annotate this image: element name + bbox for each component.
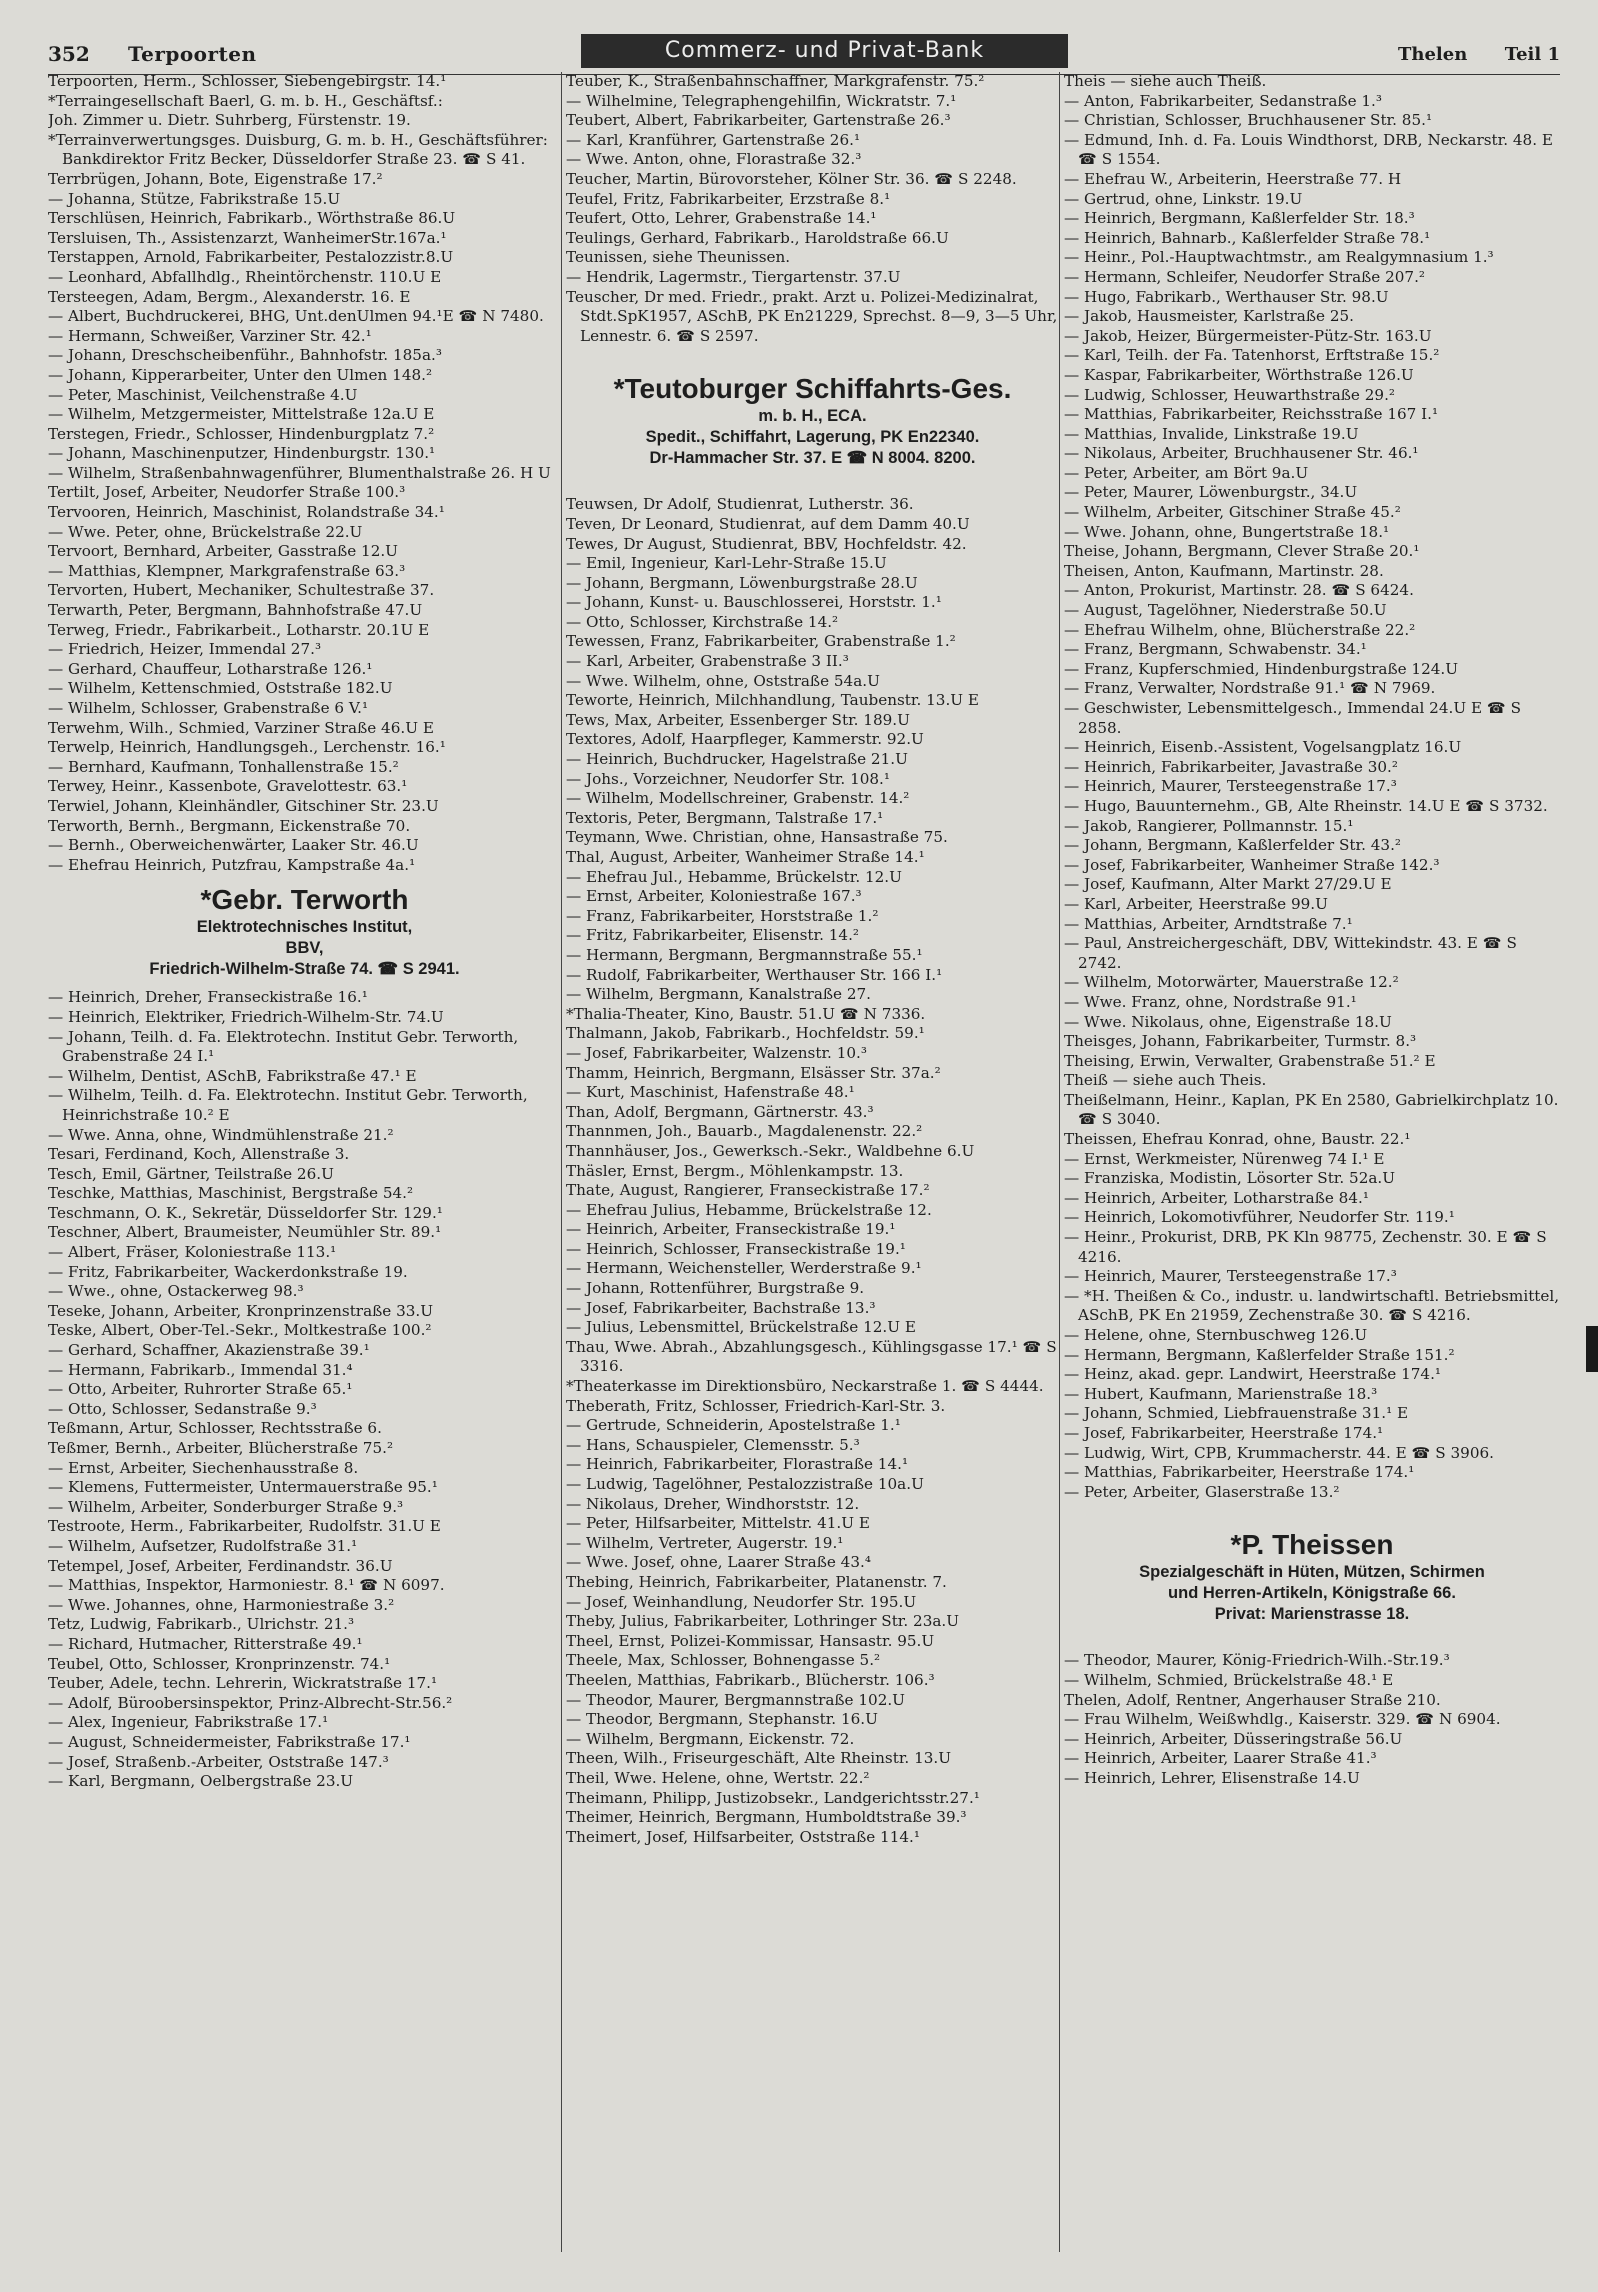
- ad-title: *Gebr. Terworth: [200, 884, 409, 916]
- directory-entry: — Adolf, Büroobersinspektor, Prinz-Albrecht-Str.56.²: [48, 1693, 453, 1712]
- directory-entry: Thau, Wwe. Abrah., Abzahlungsgesch., Kühlingsgasse 17.¹ ☎ S 3316.: [566, 1337, 1057, 1376]
- directory-entry: — Heinrich, Elektriker, Friedrich-Wilhelm-Str. 74.U: [48, 1007, 444, 1026]
- directory-entry: — Hubert, Kaufmann, Marienstraße 18.³: [1064, 1384, 1378, 1403]
- directory-entry: — Hermann, Weichensteller, Werderstraße 9.¹: [566, 1259, 922, 1278]
- directory-entry: — Josef, Fabrikarbeiter, Heerstraße 174.¹: [1064, 1423, 1384, 1442]
- directory-entry: — Rudolf, Fabrikarbeiter, Werthauser Str. 166 I.¹: [566, 965, 943, 984]
- directory-entry: — Albert, Fräser, Koloniestraße 113.¹: [48, 1243, 337, 1262]
- directory-entry: — Jakob, Rangierer, Pollmannstr. 15.¹: [1064, 816, 1354, 835]
- directory-entry: Terstegen, Friedr., Schlosser, Hindenburgplatz 7.²: [48, 424, 435, 443]
- directory-entry: Tervorten, Hubert, Mechaniker, Schultestraße 37.: [48, 581, 435, 600]
- directory-entry: — Ehefrau Heinrich, Putzfrau, Kampstraße 4a.¹: [48, 855, 416, 874]
- directory-entry: Tetz, Ludwig, Fabrikarb., Ulrichstr. 21.³: [48, 1615, 355, 1634]
- directory-entry: — Wilhelm, Straßenbahnwagenführer, Blumenthalstraße 26. H U: [48, 463, 551, 482]
- running-head: Terpoorten: [128, 42, 257, 66]
- directory-entry: — Karl, Arbeiter, Heerstraße 99.U: [1064, 894, 1328, 913]
- directory-entry: Terweg, Friedr., Fabrikarbeit., Lotharstr. 20.1U E: [48, 620, 430, 639]
- directory-entry: Theis — siehe auch Theiß.: [1064, 72, 1267, 90]
- directory-entry: Theissen, Ehefrau Konrad, ohne, Baustr. 22.¹: [1064, 1130, 1411, 1149]
- directory-entry: — Theodor, Maurer, Bergmannstraße 102.U: [566, 1690, 905, 1709]
- directory-entry: — Wilhelm, Modellschreiner, Grabenstr. 14.²: [566, 789, 910, 808]
- directory-entry: Thannhäuser, Jos., Gewerksch.-Sekr., Waldbehne 6.U: [566, 1141, 975, 1160]
- directory-entry: Teulings, Gerhard, Fabrikarb., Haroldstraße 66.U: [566, 228, 949, 247]
- directory-entry: Tervoort, Bernhard, Arbeiter, Gasstraße 12.U: [48, 542, 398, 561]
- advertisement-box: [566, 364, 1059, 477]
- directory-entry: — Karl, Teilh. der Fa. Tatenhorst, Erftstraße 15.²: [1064, 346, 1440, 365]
- directory-entry: Tews, Max, Arbeiter, Essenberger Str. 189.U: [566, 710, 910, 729]
- directory-entry: Joh. Zimmer u. Dietr. Suhrberg, Fürstenstr. 19.: [48, 111, 411, 130]
- ad-title: *P. Theissen: [1230, 1529, 1394, 1561]
- directory-entry: — Wilhelm, Vertreter, Augerstr. 19.¹: [566, 1533, 844, 1552]
- directory-entry: — Peter, Arbeiter, am Bört 9a.U: [1064, 463, 1309, 482]
- directory-entry: — Matthias, Fabrikarbeiter, Heerstraße 174.¹: [1064, 1463, 1415, 1482]
- directory-entry: Thalmann, Jakob, Fabrikarb., Hochfeldstr. 59.¹: [566, 1024, 925, 1043]
- directory-entry: — Peter, Hilfsarbeiter, Mittelstr. 41.U E: [566, 1514, 870, 1533]
- ad-line: Privat: Marienstrasse 18.: [1214, 1605, 1410, 1624]
- directory-entry: Tervooren, Heinrich, Maschinist, Rolandstraße 34.¹: [48, 503, 445, 522]
- directory-entry: Teske, Albert, Ober-Tel.-Sekr., Moltkestraße 100.²: [48, 1321, 432, 1340]
- directory-entry: — Wilhelm, Bergmann, Eickenstr. 72.: [566, 1729, 855, 1748]
- directory-entry: — August, Tagelöhner, Niederstraße 50.U: [1064, 601, 1387, 620]
- directory-entry: — Wwe., ohne, Ostackerweg 98.³: [48, 1282, 304, 1301]
- directory-entry: — Heinrich, Fabrikarbeiter, Florastraße 14.¹: [566, 1455, 909, 1474]
- directory-entry: — Heinrich, Lehrer, Elisenstraße 14.U: [1064, 1768, 1360, 1787]
- directory-entry: — Hugo, Fabrikarb., Werthauser Str. 98.U: [1064, 287, 1389, 306]
- directory-entry: — Hendrik, Lagermstr., Tiergartenstr. 37.U: [566, 267, 901, 286]
- directory-entry: *Theaterkasse im Direktionsbüro, Neckarstraße 1. ☎ S 4444.: [566, 1377, 1044, 1396]
- ad-line: Elektrotechnisches Institut,: [196, 918, 413, 937]
- directory-entry: — Bernhard, Kaufmann, Tonhallenstraße 15.²: [48, 757, 399, 776]
- directory-entry: — Josef, Fabrikarbeiter, Walzenstr. 10.³: [566, 1043, 867, 1062]
- directory-entry: — Helene, ohne, Sternbuschweg 126.U: [1064, 1326, 1368, 1344]
- page-number: 352: [48, 42, 90, 66]
- directory-entry: Than, Adolf, Bergmann, Gärtnerstr. 43.³: [566, 1102, 874, 1121]
- directory-entry: — Wwe. Wilhelm, ohne, Oststraße 54a.U: [566, 671, 880, 690]
- directory-entry: — Franziska, Modistin, Lösorter Str. 52a.U: [1064, 1169, 1396, 1188]
- directory-entry: — Edmund, Inh. d. Fa. Louis Windthorst, DRB, Neckarstr. 48. E ☎ S 1554.: [1064, 130, 1553, 169]
- directory-entry: Theele, Max, Schlosser, Bohnengasse 5.²: [566, 1651, 881, 1670]
- directory-entry: Teuber, K., Straßenbahnschaffner, Markgrafenstr. 75.²: [566, 72, 985, 90]
- directory-entry: — Gerhard, Schaffner, Akazienstraße 39.¹: [48, 1341, 370, 1360]
- directory-entry: Teschner, Albert, Braumeister, Neumühler Str. 89.¹: [48, 1223, 442, 1242]
- directory-entry: — Hermann, Schweißer, Varziner Str. 42.¹: [48, 326, 372, 345]
- directory-entry: — Matthias, Invalide, Linkstraße 19.U: [1064, 424, 1359, 443]
- directory-entry: — *H. Theißen & Co., industr. u. landwirtschaftl. Betriebsmittel, ASchB, PK En 21959, Zechenstraße 30. ☎ S 4216.: [1064, 1286, 1560, 1325]
- ad-line: m. b. H., ECA.: [758, 407, 867, 426]
- directory-entry: Teßmer, Bernh., Arbeiter, Blücherstraße 75.²: [48, 1439, 394, 1457]
- directory-entry: — Heinz, akad. gepr. Landwirt, Heerstraße 174.¹: [1064, 1365, 1441, 1384]
- directory-entry: Thamm, Heinrich, Bergmann, Elsässer Str. 37a.²: [566, 1063, 941, 1082]
- directory-entry: — Johann, Kunst- u. Bauschlosserei, Horststr. 1.¹: [566, 593, 942, 612]
- directory-entry: — Peter, Arbeiter, Glaserstraße 13.²: [1064, 1482, 1340, 1501]
- directory-entry: Thebing, Heinrich, Fabrikarbeiter, Platanenstr. 7.: [566, 1572, 947, 1591]
- directory-entry: Theising, Erwin, Verwalter, Grabenstraße 51.² E: [1064, 1051, 1436, 1070]
- advertisement-box: [48, 875, 561, 988]
- directory-entry: — Heinrich, Eisenb.-Assistent, Vogelsangplatz 16.U: [1064, 738, 1462, 757]
- directory-entry: Tesch, Emil, Gärtner, Teilstraße 26.U: [48, 1164, 334, 1183]
- directory-entry: Theise, Johann, Bergmann, Clever Straße 20.¹: [1064, 542, 1420, 561]
- directory-entry: — Heinrich, Arbeiter, Lotharstraße 84.¹: [1064, 1188, 1369, 1207]
- directory-entry: Thannmen, Joh., Bauarb., Magdalenenstr. 22.²: [566, 1122, 923, 1141]
- directory-entry: Teuber, Adele, techn. Lehrerin, Wickratstraße 17.¹: [48, 1674, 438, 1693]
- directory-entry: — Josef, Weinhandlung, Neudorfer Str. 195.U: [566, 1592, 917, 1611]
- directory-entry: — Gertrud, ohne, Linkstr. 19.U: [1064, 189, 1303, 208]
- spacer: [566, 477, 1059, 495]
- directory-entry: — Ludwig, Wirt, CPB, Krummacherstr. 44. E ☎ S 3906.: [1064, 1443, 1494, 1462]
- directory-entry: Tesari, Ferdinand, Koch, Allenstraße 3.: [48, 1145, 350, 1164]
- directory-entry: — Ernst, Arbeiter, Koloniestraße 167.³: [566, 887, 862, 906]
- directory-entry: Teßmann, Artur, Schlosser, Rechtsstraße 6.: [48, 1419, 382, 1438]
- directory-entry: Terpoorten, Herm., Schlosser, Siebengebirgstr. 14.¹: [48, 72, 447, 90]
- column-3: [1064, 72, 1560, 2252]
- directory-entry: — Gerhard, Chauffeur, Lotharstraße 126.¹: [48, 659, 373, 678]
- directory-entry: Teseke, Johann, Arbeiter, Kronprinzenstraße 33.U: [48, 1301, 434, 1320]
- directory-entry: — Wwe. Johannes, ohne, Harmoniestraße 3.²: [48, 1595, 395, 1614]
- spacer: [1064, 1633, 1560, 1651]
- directory-entry: — Fritz, Fabrikarbeiter, Wackerdonkstraße 19.: [48, 1262, 408, 1281]
- directory-entry: — Leonhard, Abfallhdlg., Rheintörchenstr. 110.U E: [48, 267, 442, 286]
- directory-entry: — Johann, Kipperarbeiter, Unter den Ulmen 148.²: [48, 365, 433, 384]
- directory-entry: Thal, August, Arbeiter, Wanheimer Straße 14.¹: [566, 848, 925, 866]
- directory-entry: — Wilhelm, Arbeiter, Sonderburger Straße 9.³: [48, 1497, 404, 1516]
- directory-entry: — Karl, Kranführer, Gartenstraße 26.¹: [566, 130, 861, 149]
- directory-entry: — Albert, Buchdruckerei, BHG, Unt.denUlmen 94.¹E ☎ N 7480.: [48, 307, 544, 326]
- range-end: Thelen: [1398, 44, 1468, 65]
- directory-entry: Terwiel, Johann, Kleinhändler, Gitschiner Str. 23.U: [48, 796, 439, 815]
- directory-entry: — Nikolaus, Dreher, Windhorststr. 12.: [566, 1494, 860, 1513]
- directory-entry: — Julius, Lebensmittel, Brückelstraße 12.U E: [566, 1318, 916, 1337]
- directory-entry: Terrbrügen, Johann, Bote, Eigenstraße 17.²: [48, 169, 383, 188]
- directory-entry: Theelen, Matthias, Fabrikarb., Blücherstr. 106.³: [566, 1670, 935, 1689]
- directory-entry: Teunissen, siehe Theunissen.: [566, 248, 791, 267]
- directory-entry: Thäsler, Ernst, Bergm., Möhlenkampstr. 13.: [566, 1161, 904, 1180]
- directory-entry: — August, Schneidermeister, Fabrikstraße 17.¹: [48, 1732, 411, 1751]
- directory-entry: — Ehefrau W., Arbeiterin, Heerstraße 77. H: [1064, 169, 1402, 188]
- directory-entry: — Otto, Schlosser, Kirchstraße 14.²: [566, 612, 839, 631]
- directory-entry: — Wwe. Josef, ohne, Laarer Straße 43.⁴: [566, 1553, 871, 1572]
- column-2: [566, 72, 1060, 2252]
- ad-line: und Herren-Artikeln, Königstraße 66.: [1168, 1584, 1456, 1603]
- directory-entry: Teuscher, Dr med. Friedr., prakt. Arzt u. Polizei-Medizinalrat, Stdt.SpK1957, ASchB, PK En21229, Sprechst. 8—9, 3—5 Uhr, Lennestr. 6. ☎ S 2597.: [566, 287, 1058, 345]
- directory-entry: — Heinrich, Bergmann, Kaßlerfelder Str. 18.³: [1064, 209, 1415, 228]
- directory-entry: Teufel, Fritz, Fabrikarbeiter, Erzstraße 8.¹: [566, 189, 891, 208]
- edge-tab-marker: [1586, 1326, 1598, 1372]
- directory-entry: Tersteegen, Adam, Bergm., Alexanderstr. 16. E: [48, 287, 411, 306]
- directory-entry: — Heinrich, Arbeiter, Franseckistraße 19.¹: [566, 1220, 896, 1239]
- directory-entry: — Ehefrau Jul., Hebamme, Brückelstr. 12.U: [566, 867, 902, 886]
- part-label: Teil 1: [1504, 44, 1560, 65]
- directory-entry: — Heinrich, Bahnarb., Kaßlerfelder Straße 78.¹: [1064, 228, 1431, 247]
- directory-entry: — Heinr., Prokurist, DRB, PK Kln 98775, Zechenstr. 30. E ☎ S 4216.: [1064, 1228, 1547, 1266]
- directory-entry: — Wwe. Anna, ohne, Windmühlenstraße 21.²: [48, 1125, 394, 1144]
- directory-entry: — Ehefrau Julius, Hebamme, Brückelstraße 12.: [566, 1200, 932, 1219]
- directory-entry: — Josef, Fabrikarbeiter, Wanheimer Straße 142.³: [1064, 855, 1440, 874]
- directory-entry: — Peter, Maschinist, Veilchenstraße 4.U: [48, 385, 358, 404]
- ad-line: Dr-Hammacher Str. 37. E ☎ N 8004. 8200.: [649, 449, 976, 468]
- directory-entry: — Johs., Vorzeichner, Neudorfer Str. 108.¹: [566, 769, 890, 788]
- directory-entry: — Bernh., Oberweichenwärter, Laaker Str. 46.U: [48, 836, 419, 855]
- directory-entry: — Johanna, Stütze, Fabrikstraße 15.U: [48, 189, 341, 208]
- directory-entry: — Wwe. Anton, ohne, Florastraße 32.³: [566, 150, 862, 169]
- directory-entry: Tetempel, Josef, Arbeiter, Ferdinandstr. 36.U: [48, 1556, 393, 1575]
- directory-entry: Terwelp, Heinrich, Handlungsgeh., Lerchenstr. 16.¹: [48, 738, 446, 757]
- directory-entry: — Kurt, Maschinist, Hafenstraße 48.¹: [566, 1083, 855, 1102]
- directory-entry: — Kaspar, Fabrikarbeiter, Wörthstraße 126.U: [1064, 365, 1414, 384]
- directory-entry: — Johann, Dreschscheibenführ., Bahnhofstr. 185a.³: [48, 346, 442, 365]
- directory-entry: — Wwe. Nikolaus, ohne, Eigenstraße 18.U: [1064, 1012, 1392, 1031]
- directory-entry: — Paul, Anstreichergeschäft, DBV, Wittekindstr. 43. E ☎ S 2742.: [1064, 934, 1517, 972]
- directory-entry: — Ludwig, Tagelöhner, Pestalozzistraße 10a.U: [566, 1475, 924, 1493]
- directory-entry: — Franz, Fabrikarbeiter, Horststraße 1.²: [566, 906, 879, 925]
- directory-entry: Teymann, Wwe. Christian, ohne, Hansastraße 75.: [566, 828, 948, 847]
- directory-entry: Theisges, Johann, Fabrikarbeiter, Turmstr. 8.³: [1064, 1032, 1417, 1051]
- directory-entry: Theimer, Heinrich, Bergmann, Humboldtstraße 39.³: [566, 1808, 967, 1827]
- directory-entry: Textores, Adolf, Haarpfleger, Kammerstr. 92.U: [566, 730, 924, 749]
- ad-line: Friedrich-Wilhelm-Straße 74. ☎ S 2941.: [149, 960, 460, 979]
- directory-entry: Teubel, Otto, Schlosser, Kronprinzenstr. 74.¹: [48, 1654, 391, 1673]
- directory-entry: — Matthias, Arbeiter, Arndtstraße 7.¹: [1064, 914, 1353, 933]
- page-header: [48, 38, 1560, 75]
- directory-entry: — Wwe. Franz, ohne, Nordstraße 91.¹: [1064, 992, 1357, 1011]
- directory-entry: Terworth, Bernh., Bergmann, Eickenstraße 70.: [48, 816, 411, 835]
- directory-entry: Theiß — siehe auch Theis.: [1064, 1071, 1267, 1090]
- directory-entry: — Heinrich, Maurer, Tersteegenstraße 17.³: [1064, 777, 1397, 796]
- spacer: [1064, 1502, 1560, 1520]
- directory-entry: Theimert, Josef, Hilfsarbeiter, Oststraße 114.¹: [566, 1827, 920, 1846]
- directory-entry: — Heinrich, Arbeiter, Düsseringstraße 56.U: [1064, 1729, 1403, 1748]
- directory-entry: Terwehm, Wilh., Schmied, Varziner Straße 46.U E: [48, 718, 434, 737]
- directory-entry: Theisen, Anton, Kaufmann, Martinstr. 28.: [1064, 561, 1384, 580]
- directory-entry: — Johann, Teilh. d. Fa. Elektrotechn. Institut Gebr. Terworth, Grabenstraße 24 I.¹: [48, 1027, 519, 1066]
- directory-entry: Testroote, Herm., Fabrikarbeiter, Rudolfstr. 31.U E: [48, 1517, 441, 1536]
- directory-entry: — Klemens, Futtermeister, Untermauerstraße 95.¹: [48, 1478, 438, 1497]
- directory-entry: — Wilhelm, Bergmann, Kanalstraße 27.: [566, 985, 871, 1004]
- directory-entry: Teuwsen, Dr Adolf, Studienrat, Lutherstr. 36.: [566, 495, 914, 514]
- directory-entry: — Heinrich, Schlosser, Franseckistraße 19.¹: [566, 1239, 906, 1258]
- directory-entry: — Heinr., Pol.-Hauptwachtmstr., am Realgymnasium 1.³: [1064, 248, 1494, 267]
- directory-entry: Theimann, Philipp, Justizobsekr., Landgerichtsstr.27.¹: [566, 1788, 980, 1807]
- directory-entry: — Otto, Schlosser, Sedanstraße 9.³: [48, 1399, 317, 1418]
- spacer: [566, 346, 1059, 364]
- directory-entry: — Friedrich, Heizer, Immendal 27.³: [48, 640, 322, 659]
- directory-entry: — Wwe. Johann, ohne, Bungertstraße 18.¹: [1064, 522, 1390, 541]
- directory-entry: — Nikolaus, Arbeiter, Bruchhausener Str. 46.¹: [1064, 444, 1419, 463]
- directory-entry: — Hermann, Bergmann, Kaßlerfelder Straße 151.²: [1064, 1345, 1455, 1364]
- directory-entry: — Josef, Kaufmann, Alter Markt 27/29.U E: [1064, 875, 1392, 894]
- directory-entry: — Heinrich, Maurer, Tersteegenstraße 17.³: [1064, 1267, 1397, 1286]
- directory-entry: — Wwe. Peter, ohne, Brückelstraße 22.U: [48, 522, 363, 541]
- ad-title: *Teutoburger Schiffahrts-Ges.: [613, 373, 1012, 405]
- directory-entry: Tertilt, Josef, Arbeiter, Neudorfer Straße 100.³: [48, 483, 406, 502]
- directory-entry: — Ludwig, Schlosser, Heuwarthstraße 29.²: [1064, 385, 1395, 404]
- directory-entry: *Terraingesellschaft Baerl, G. m. b. H., Geschäftsf.:: [48, 91, 443, 110]
- directory-entry: — Wilhelm, Motorwärter, Mauerstraße 12.²: [1064, 973, 1399, 992]
- directory-entry: — Richard, Hutmacher, Ritterstraße 49.¹: [48, 1634, 363, 1653]
- directory-entry: Terschlüsen, Heinrich, Fabrikarb., Wörthstraße 86.U: [48, 209, 456, 228]
- directory-entry: — Karl, Bergmann, Oelbergstraße 23.U: [48, 1772, 354, 1791]
- directory-entry: — Otto, Arbeiter, Ruhrorter Straße 65.¹: [48, 1380, 353, 1399]
- directory-entry: — Matthias, Inspektor, Harmoniestr. 8.¹ ☎ N 6097.: [48, 1576, 445, 1595]
- directory-entry: — Heinrich, Lokomotivführer, Neudorfer Str. 119.¹: [1064, 1208, 1455, 1227]
- ad-line: Spezialgeschäft in Hüten, Mützen, Schirmen: [1139, 1563, 1485, 1582]
- directory-entry: Tewessen, Franz, Fabrikarbeiter, Grabenstraße 1.²: [566, 632, 956, 651]
- directory-entry: Thate, August, Rangierer, Franseckistraße 17.²: [566, 1181, 930, 1200]
- directory-entry: — Matthias, Klempner, Markgrafenstraße 63.³: [48, 561, 406, 580]
- directory-entry: Teworte, Heinrich, Milchhandlung, Taubenstr. 13.U E: [566, 691, 979, 710]
- directory-entry: — Theodor, Bergmann, Stephanstr. 16.U: [566, 1710, 878, 1729]
- directory-entry: Theel, Ernst, Polizei-Kommissar, Hansastr. 95.U: [566, 1631, 935, 1650]
- directory-entry: — Wilhelmine, Telegraphengehilfin, Wickratstr. 7.¹: [566, 91, 957, 110]
- directory-entry: — Hermann, Bergmann, Bergmannstraße 55.¹: [566, 945, 923, 964]
- directory-entry: — Anton, Prokurist, Martinstr. 28. ☎ S 6424.: [1064, 581, 1414, 600]
- directory-entry: — Heinrich, Dreher, Franseckistraße 16.¹: [48, 988, 368, 1007]
- directory-entry: Thelen, Adolf, Rentner, Angerhauser Straße 210.: [1064, 1690, 1441, 1709]
- directory-entry: — Fritz, Fabrikarbeiter, Elisenstr. 14.²: [566, 926, 860, 945]
- directory-entry: — Emil, Ingenieur, Karl-Lehr-Straße 15.U: [566, 554, 887, 573]
- directory-entry: Teven, Dr Leonard, Studienrat, auf dem Damm 40.U: [566, 514, 970, 533]
- directory-entry: — Wilhelm, Aufsetzer, Rudolfstraße 31.¹: [48, 1536, 358, 1555]
- directory-entry: — Theodor, Maurer, König-Friedrich-Wilh.-Str.19.³: [1064, 1651, 1450, 1670]
- directory-entry: — Hermann, Schleifer, Neudorfer Straße 207.²: [1064, 267, 1425, 286]
- directory-entry: — Wilhelm, Schlosser, Grabenstraße 6 V.¹: [48, 699, 369, 717]
- ad-line: Spedit., Schiffahrt, Lagerung, PK En22340.: [645, 428, 980, 447]
- directory-entry: — Karl, Arbeiter, Grabenstraße 3 II.³: [566, 652, 849, 671]
- directory-entry: — Hermann, Fabrikarb., Immendal 31.⁴: [48, 1360, 353, 1379]
- directory-entry: Terstappen, Arnold, Fabrikarbeiter, Pestalozzistr.8.U: [48, 248, 454, 267]
- directory-entry: — Christian, Schlosser, Bruchhausener Str. 85.¹: [1064, 111, 1433, 130]
- directory-entry: — Jakob, Hausmeister, Karlstraße 25.: [1064, 307, 1354, 326]
- directory-entry: — Ernst, Arbeiter, Siechenhausstraße 8.: [48, 1458, 359, 1477]
- directory-entry: — Geschwister, Lebensmittelgesch., Immendal 24.U E ☎ S 2858.: [1064, 699, 1522, 737]
- directory-entry: — Matthias, Fabrikarbeiter, Reichsstraße 167 I.¹: [1064, 405, 1439, 424]
- directory-entry: — Josef, Fabrikarbeiter, Bachstraße 13.³: [566, 1298, 876, 1317]
- directory-entry: — Wilhelm, Dentist, ASchB, Fabrikstraße 47.¹ E: [48, 1066, 417, 1085]
- directory-entry: — Wilhelm, Schmied, Brückelstraße 48.¹ E: [1064, 1670, 1394, 1689]
- directory-entry: — Peter, Maurer, Löwenburgstr., 34.U: [1064, 483, 1358, 502]
- directory-entry: Textoris, Peter, Bergmann, Talstraße 17.¹: [566, 808, 884, 827]
- directory-entry: — Johann, Rottenführer, Burgstraße 9.: [566, 1279, 865, 1298]
- directory-entry: Tersluisen, Th., Assistenzarzt, WanheimerStr.167a.¹: [48, 228, 447, 247]
- directory-entry: Teschmann, O. K., Sekretär, Düsseldorfer Str. 129.¹: [48, 1203, 443, 1222]
- directory-entry: — Johann, Bergmann, Löwenburgstraße 28.U: [566, 573, 918, 592]
- directory-entry: — Franz, Kupferschmied, Hindenburgstraße 124.U: [1064, 659, 1459, 678]
- directory-entry: — Wilhelm, Metzgermeister, Mittelstraße 12a.U E: [48, 405, 435, 424]
- ad-line: BBV,: [285, 939, 324, 958]
- directory-entry: Teucher, Martin, Bürovorsteher, Kölner Str. 36. ☎ S 2248.: [566, 169, 1017, 188]
- directory-entry: — Anton, Fabrikarbeiter, Sedanstraße 1.³: [1064, 91, 1382, 110]
- directory-entry: — Hugo, Bauunternehm., GB, Alte Rheinstr. 14.U E ☎ S 3732.: [1064, 796, 1548, 815]
- directory-entry: Theen, Wilh., Friseurgeschäft, Alte Rheinstr. 13.U: [566, 1749, 952, 1768]
- directory-entry: — Ehefrau Wilhelm, ohne, Blücherstraße 22.²: [1064, 620, 1416, 639]
- directory-entry: — Alex, Ingenieur, Fabrikstraße 17.¹: [48, 1713, 329, 1732]
- directory-entry: Theil, Wwe. Helene, ohne, Wertstr. 22.²: [566, 1768, 870, 1787]
- directory-entry: Theby, Julius, Fabrikarbeiter, Lothringer Str. 23a.U: [566, 1612, 960, 1631]
- directory-entry: — Johann, Maschinenputzer, Hindenburgstr. 130.¹: [48, 444, 436, 463]
- directory-entry: — Johann, Bergmann, Kaßlerfelder Str. 43.²: [1064, 836, 1402, 855]
- directory-entry: Teubert, Albert, Fabrikarbeiter, Gartenstraße 26.³: [566, 111, 951, 130]
- directory-entry: — Frau Wilhelm, Weißwhdlg., Kaiserstr. 329. ☎ N 6904.: [1064, 1710, 1501, 1729]
- directory-entry: Tewes, Dr August, Studienrat, BBV, Hochfeldstr. 42.: [566, 534, 967, 553]
- directory-entry: — Josef, Straßenb.-Arbeiter, Oststraße 147.³: [48, 1752, 389, 1771]
- directory-entry: Theberath, Fritz, Schlosser, Friedrich-Karl-Str. 3.: [566, 1396, 946, 1415]
- directory-entry: Terwarth, Peter, Bergmann, Bahnhofstraße 47.U: [48, 601, 423, 620]
- directory-entry: *Terrainverwertungsges. Duisburg, G. m. b. H., Geschäftsführer: Bankdirektor Fritz Becker, Düsseldorfer Straße 23. ☎ S 41.: [48, 130, 548, 169]
- directory-entry: *Thalia-Theater, Kino, Baustr. 51.U ☎ N 7336.: [566, 1004, 926, 1023]
- directory-entry: Terwey, Heinr., Kassenbote, Gravelottestr. 63.¹: [48, 777, 408, 796]
- directory-entry: — Heinrich, Fabrikarbeiter, Javastraße 30.²: [1064, 757, 1398, 776]
- directory-entry: — Johann, Schmied, Liebfrauenstraße 31.¹ E: [1064, 1404, 1409, 1423]
- directory-entry: — Heinrich, Buchdrucker, Hagelstraße 21.U: [566, 750, 908, 769]
- directory-entry: — Wilhelm, Arbeiter, Gitschiner Straße 45.²: [1064, 503, 1401, 522]
- directory-entry: — Jakob, Heizer, Bürgermeister-Pütz-Str. 163.U: [1064, 326, 1432, 345]
- directory-entry: Teschke, Matthias, Maschinist, Bergstraße 54.²: [48, 1184, 414, 1203]
- directory-entry: Theißelmann, Heinr., Kaplan, PK En 2580, Gabrielkirchplatz 10. ☎ S 3040.: [1064, 1090, 1559, 1129]
- directory-entry: — Gertrude, Schneiderin, Apostelstraße 1.¹: [566, 1416, 901, 1435]
- directory-entry: — Wilhelm, Kettenschmied, Oststraße 182.U: [48, 679, 393, 698]
- directory-entry: — Ernst, Werkmeister, Nürenweg 74 I.¹ E: [1064, 1149, 1385, 1168]
- advertisement-box: [1064, 1520, 1560, 1633]
- directory-entry: Teufert, Otto, Lehrer, Grabenstraße 14.¹: [566, 209, 877, 228]
- column-1: [48, 72, 562, 2252]
- directory-entry: — Hans, Schauspieler, Clemensstr. 5.³: [566, 1435, 860, 1454]
- bank-banner: Commerz- und Privat-Bank: [581, 34, 1068, 68]
- directory-entry: — Heinrich, Arbeiter, Laarer Straße 41.³: [1064, 1749, 1377, 1768]
- directory-entry: — Franz, Bergmann, Schwabenstr. 34.¹: [1064, 640, 1367, 659]
- directory-entry: — Wilhelm, Teilh. d. Fa. Elektrotechn. Institut Gebr. Terworth, Heinrichstraße 10.² E: [48, 1086, 528, 1124]
- directory-entry: — Franz, Verwalter, Nordstraße 91.¹ ☎ N 7969.: [1064, 679, 1436, 698]
